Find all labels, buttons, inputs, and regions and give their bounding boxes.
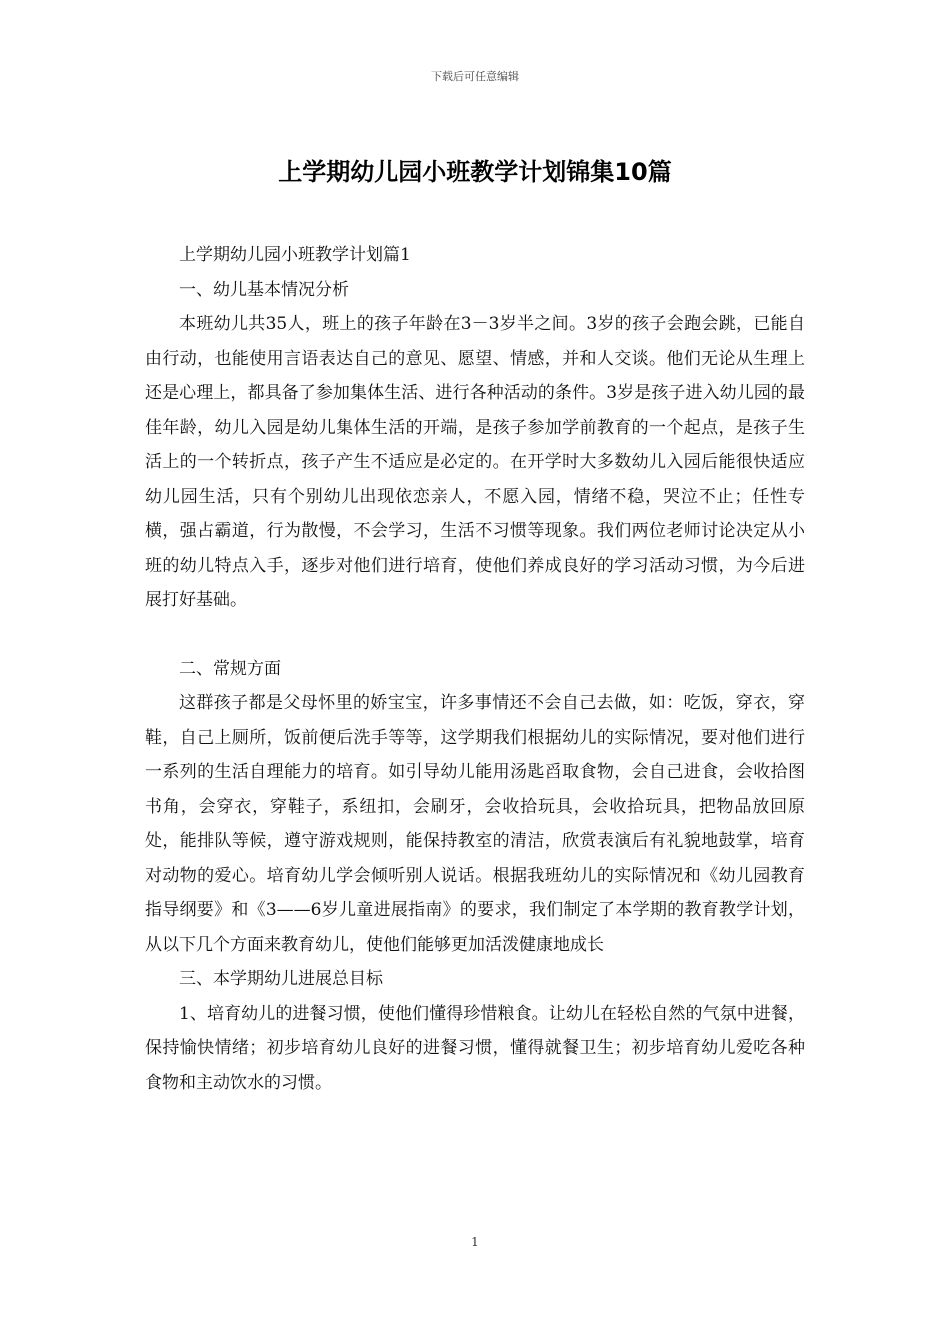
section-3-item-1: 1、培育幼儿的进餐习惯，使他们懂得珍惜粮食。让幼儿在轻松自然的气氛中进餐，保持愉快情绪；初步培育幼儿良好的进餐习惯，懂得就餐卫生；初步培育幼儿爱吃各种食物和主动饮水的习惯。	[145, 1003, 805, 1093]
section-2-paragraph: 这群孩子都是父母怀里的娇宝宝，许多事情还不会自己去做，如：吃饭，穿衣，穿鞋，自己上厕所，饭前便后洗手等等，这学期我们根据幼儿的实际情况，要对他们进行一系列的生活自理能力的培育。如引导幼儿能用汤匙舀取食物，会自己进食，会收拾图书角，会穿衣，穿鞋子，系纽扣，会刷牙，会收拾玩具，会收拾玩具，把物品放回原处，能排队等候，遵守游戏规则，能保持教室的清洁，欣赏表演后有礼貌地鼓掌，培育对动物的爱心。培育幼儿学会倾听别人说话。根据我班幼儿的实际情况和《幼儿园教育指导纲要》和《3——6岁儿童进展指南》的要求，我们制定了本学期的教育教学计划，从以下几个方面来教育幼儿，使他们能够更加活泼健康地成长	[145, 693, 805, 955]
document-body	[145, 238, 805, 1100]
section-1-paragraph: 本班幼儿共35人，班上的孩子年龄在3－3岁半之间。3岁的孩子会跑会跳，已能自由行动，也能使用言语表达自己的意见、愿望、情感，并和人交谈。他们无论从生理上还是心理上，都具备了参加集体生活、进行各种活动的条件。3岁是孩子进入幼儿园的最佳年龄，幼儿入园是幼儿集体生活的开端，是孩子参加学前教育的一个起点，是孩子生活上的一个转折点，孩子产生不适应是必定的。在开学时大多数幼儿入园后能很快适应幼儿园生活，只有个别幼儿出现依恋亲人，不愿入园，情绪不稳，哭泣不止；任性专横，强占霸道，行为散慢，不会学习，生活不习惯等现象。我们两位老师讨论决定从小班的幼儿特点入手，逐步对他们进行培育，使他们养成良好的学习活动习惯，为今后进展打好基础。	[145, 314, 805, 610]
section-2-heading: 二、常规方面	[179, 658, 281, 679]
section-3-heading: 三、本学期幼儿进展总目标	[179, 969, 383, 989]
page-number: 1	[471, 1235, 479, 1249]
section-1-heading: 一、幼儿基本情况分析	[179, 279, 349, 300]
document-subtitle: 上学期幼儿园小班教学计划篇1	[179, 245, 411, 265]
page-header-note: 下载后可任意编辑	[431, 70, 519, 83]
paragraph-spacer	[145, 618, 805, 652]
document-title: 上学期幼儿园小班教学计划锦集10篇	[278, 158, 672, 186]
